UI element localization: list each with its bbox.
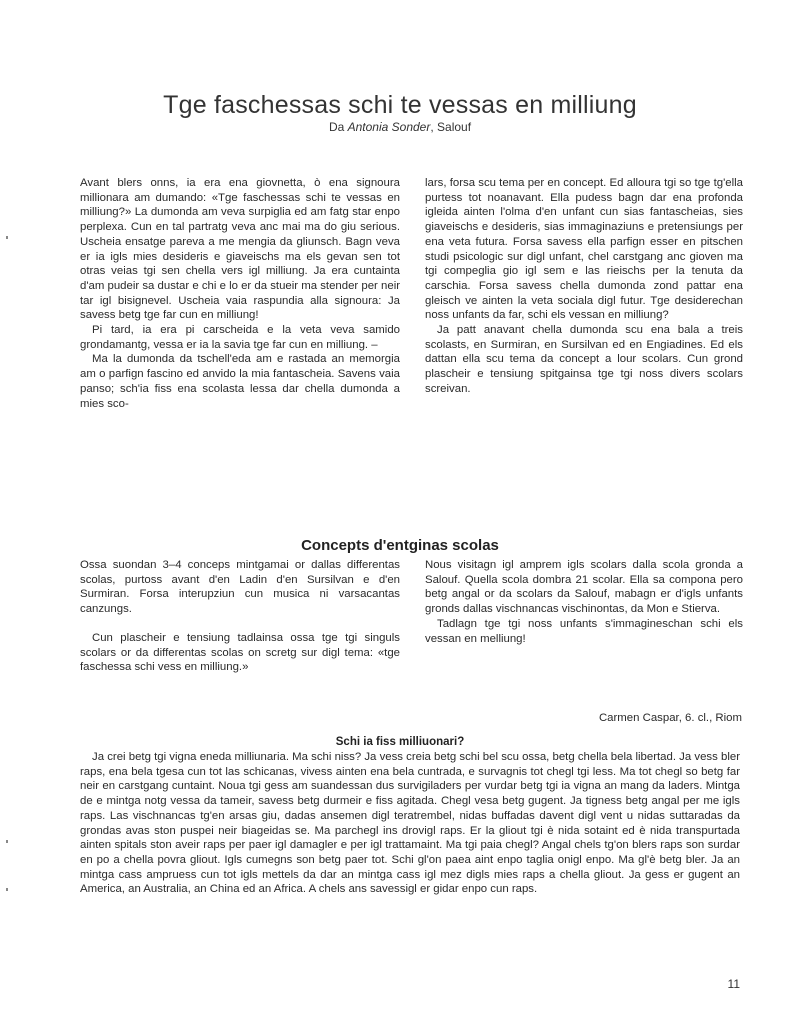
paragraph: Nous visitagn igl amprem igls scolars dalla scola gronda a Salouf. Quella scola dombra 21 scolar. Ella sa compona pero betg angal or da scolars da Salouf, mabagn er d'igls unfants gronds dallas vischnancas vischinontas, da Mon e Stierva.: [425, 559, 743, 616]
intro-column-right: [425, 176, 743, 397]
essay-body: [80, 750, 740, 897]
paragraph: Avant blers onns, ia era ena giovnetta, ò ena signoura millionara am dumando: «Tge faschessas schi te vessas en milliung?» La dumonda am veva surpiglia ed am fatg star enpo perplexa. Cun en tal partratg veva anc mai ma do giu serious. Uscheia ensatge pareva a me mengia da gliunsch. Bagn veva er ia igls mies desideris e giaveischs ma els gevan sen tot otras veias tgi sen chella vers igl milliung. Ja era cuntainta d'am pudeir sa dustar e chi e lo er da stueir ma stender per neir tar igl bisignevel. Uscheia vaia raspundia alla signoura: Ja savess betg tge far cun en milliung!: [80, 177, 401, 322]
scan-mark: [6, 888, 8, 891]
paragraph: Tadlagn tge tgi noss unfants s'immagineschan schi els vessan en melliung!: [425, 617, 743, 645]
scan-mark: [6, 236, 8, 239]
paragraph: Ja crei betg tgi vigna eneda milliunaria. Ma schi niss? Ja vess creia betg schi bel scu ossa, betg chella bela libertad. Ja vess bler raps, ena bela tgesa cun tot las schicanas, vivess ainten ena bela cuntrada, e survagnis tot chegl tgi less. Ma tot chegl so betg far neir en carstgang cuntaint. Noua tgi gess am suandessan dus survigiladers per vurdar betg tgi ia vigna an mang da laders. Mintga de e mintga notg vessa da tameir, savess betg durmeir e fiss agitada. Chegl vesa betg gugent. Ja tigness betg angal per me igls raps. Las vischnancas tg'en arsas giu, dadas ansemen digl teratrembel, nidas buffadas davent digl vent u nidas suttaradas da grondas avas ston puspei neir biageidas se. Ma parchegl ins drovigl raps. Er la gliout tgi è nida sotaint ed è nida transpurtada ainten spitals ston aveir raps per paer igl damagler e per igl trattamaint. Ma tgi paia chegl? Angal chels tg'on blers raps son surdar en po a chella povra gliout. Igls cumegns son betg paer tot. Schi gl'on paea aint enpo taglia onigl enpo. Ma gl'è betg bler. Ja an mintga cass ampruess cun tot igls mettels da dar an mintga cass igl mez digls mies raps a chella gliout. Ja gess er gugent an America, an Australia, an China ed an Africa. A chels ans savessigl er gidar enpo cun raps.: [80, 751, 740, 896]
intro-column-left: [80, 176, 400, 411]
byline-author: Antonia Sonder: [347, 120, 431, 134]
paragraph: Ma la dumonda da tschell'eda am e rastada an memorgia am o parfign fascino ed anvido la mia fantascheia. Savens vaia panso; sch'ia fiss ena scolasta lessa dar chella dumonda a mies sco-: [80, 353, 400, 410]
byline-prefix: Da: [328, 120, 348, 134]
paragraph: Ossa suondan 3–4 conceps mintgamai or dallas differentas scolas, purtoss avant d'en Ladin d'en Sursilvan e d'en Surmiran. Forsa interupziun cun musica ni varsacantas canzungs.: [80, 559, 400, 616]
paragraph: Cun plascheir e tensiung tadlainsa ossa tge tgi singuls scolars or da differentas scolas on scretg sur digl tema: «tge faschessa schi vess en milliung.»: [80, 631, 400, 674]
article-title: Tge faschessas schi te vessas en milliung: [163, 90, 637, 119]
essay-heading: Schi ia fiss milliuonari?: [335, 735, 465, 748]
paragraph: Ja patt anavant chella dumonda scu ena bala a treis scolasts, en Surmiran, en Sursilvan ed en Engiadines. Ed els dattan ella scu tema da concept a lour scolars. Cun grond plascheir e tensiung spitgainsa tge tgi noss divers scolars screivan.: [425, 324, 743, 395]
essay-signature: Carmen Caspar, 6. cl., Riom: [598, 712, 742, 724]
paragraph: Pi tard, ia era pi carscheida e la veta veva samido grondamantg, vessa er ia la savia tge far cun en milliung. –: [80, 324, 400, 351]
paragraph: lars, forsa scu tema per en concept. Ed alloura tgi so tge tg'ella purtess tot noanavant. Ella pudess bagn dar ena profonda igleida ainten l'olma d'en unfant cun sias fantascheias, sies giaveischs e desideris, sias immaginaziuns e pretensiungs per ena veta futura. Forsa savess ella parfign esser en pitschen studi psicologic sur digl unfant, chel carstgang anc gioven ma tgi compeglia gio igl sem e las rieischs per la tenuta da carschia. Forsa savess chella dumonda zond pattar ena gleisch ve ainten la veta sociala digl futur. Tge desiderechan noss unfants da far, schi els vessan en milliung?: [425, 177, 743, 322]
scan-mark: [6, 840, 8, 843]
section-column-left: [80, 558, 400, 675]
byline-place: , Salouf: [430, 120, 472, 134]
section-column-right: [425, 558, 743, 646]
page-number: 11: [727, 977, 740, 991]
section-heading: Concepts d'entginas scolas: [301, 537, 499, 555]
byline: [0, 120, 800, 134]
